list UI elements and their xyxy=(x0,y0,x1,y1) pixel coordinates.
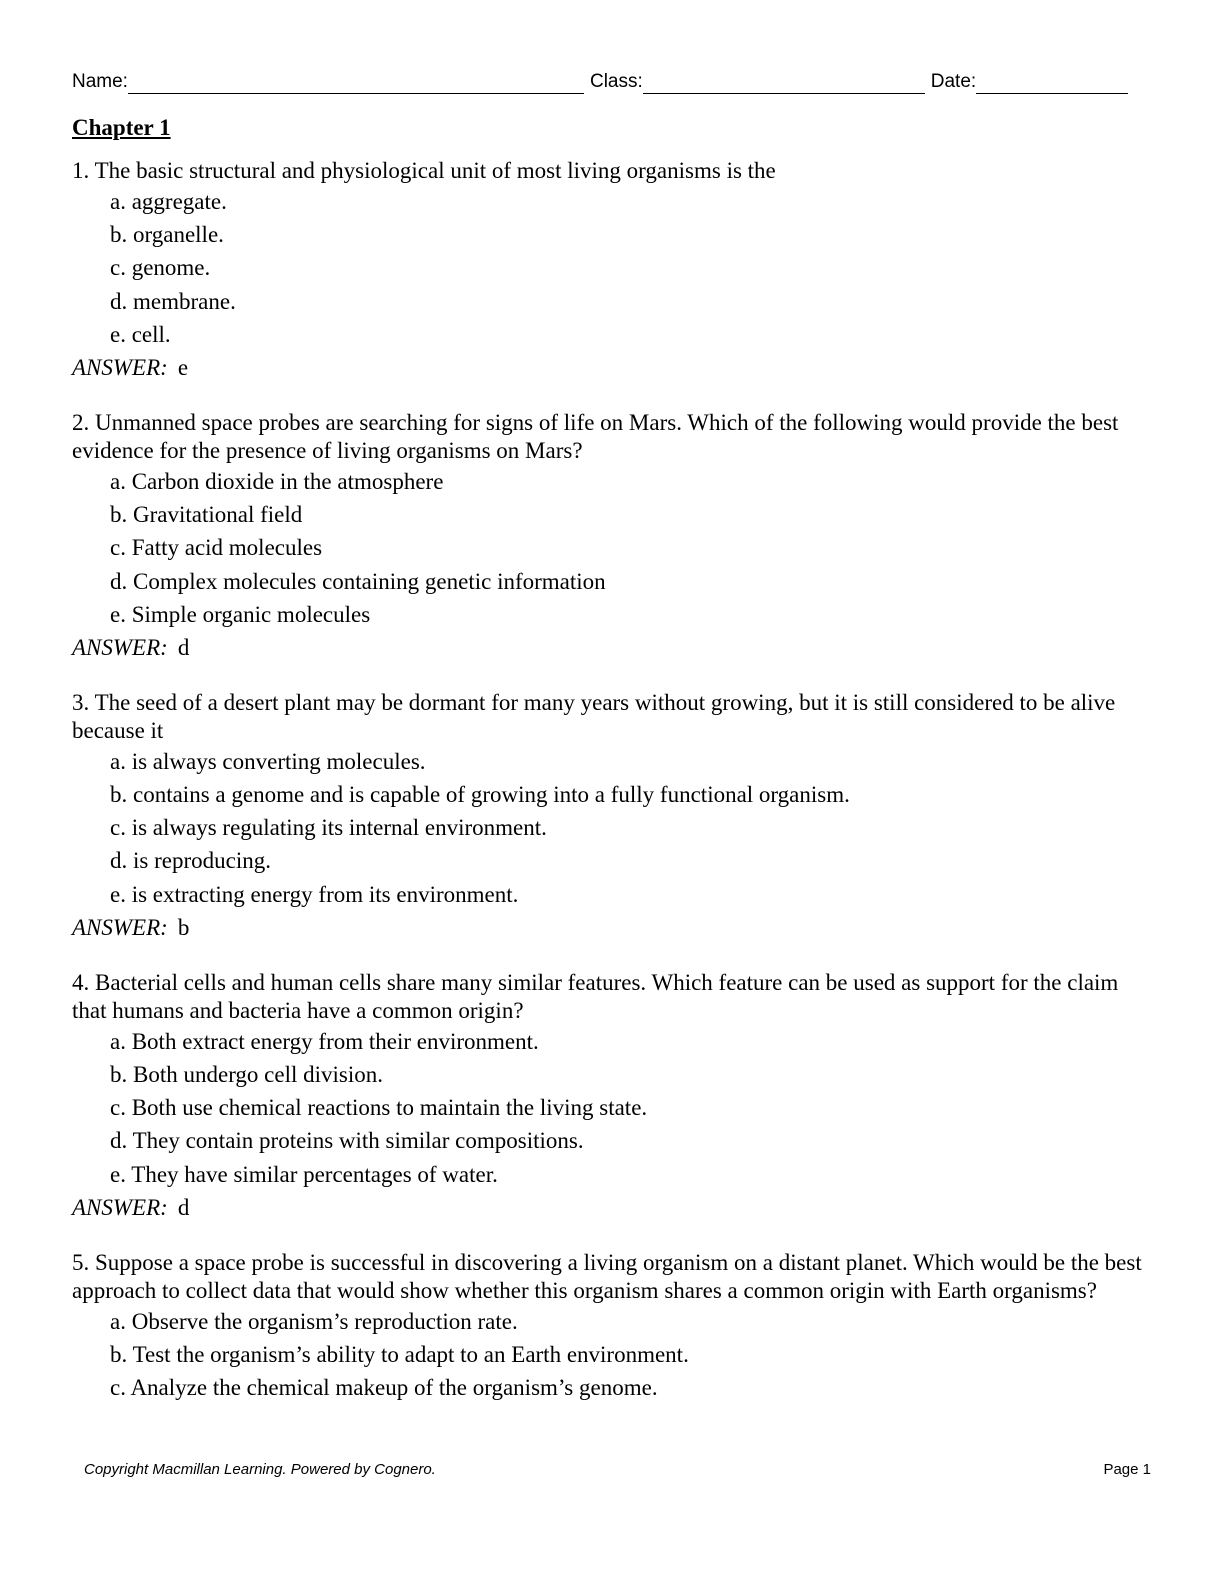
question-list xyxy=(72,157,1142,1429)
answer-value: b xyxy=(177,914,190,940)
option-d: d. membrane. xyxy=(110,288,236,314)
answer-label: ANSWER: xyxy=(72,1194,168,1220)
option-list xyxy=(72,745,1142,911)
question-3 xyxy=(72,689,1142,944)
question-2 xyxy=(72,409,1142,664)
option-e: e. Simple organic molecules xyxy=(110,601,371,627)
name-blank-line xyxy=(128,73,584,94)
answer-value: e xyxy=(177,354,189,380)
option-b: b. Both undergo cell division. xyxy=(110,1062,384,1087)
question-4 xyxy=(72,969,1142,1224)
option-list xyxy=(72,1025,1142,1191)
date-blank-line xyxy=(976,73,1128,94)
answer-label: ANSWER: xyxy=(72,914,168,940)
option-d: d. Complex molecules containing genetic information xyxy=(110,568,606,594)
class-blank-line xyxy=(643,73,925,94)
option-d: d. is reproducing. xyxy=(110,848,271,874)
chapter-title: Chapter 1 xyxy=(72,115,171,140)
option-c: c. Fatty acid molecules xyxy=(110,535,323,561)
option-e: e. They have similar percentages of water. xyxy=(110,1161,498,1187)
option-b: b. Gravitational field xyxy=(110,502,303,528)
answer-value: d xyxy=(177,634,190,660)
option-e: e. is extracting energy from its environment. xyxy=(110,881,519,907)
answer-label: ANSWER: xyxy=(72,634,168,660)
question-stem: 3. The seed of a desert plant may be dormant for many years without growing, but it is still considered to be alive because it xyxy=(72,689,1116,743)
answer-line xyxy=(72,1191,1142,1224)
option-a: a. aggregate. xyxy=(110,189,227,214)
option-c: c. Both use chemical reactions to maintain the living state. xyxy=(110,1095,648,1121)
option-list xyxy=(72,1305,1142,1405)
answer-line xyxy=(72,631,1142,664)
option-c: c. Analyze the chemical makeup of the organism’s genome. xyxy=(110,1375,658,1401)
answer-line xyxy=(72,911,1142,944)
option-e: e. cell. xyxy=(110,321,171,347)
answer-value: d xyxy=(177,1194,190,1220)
question-stem: 4. Bacterial cells and human cells share many similar features. Which feature can be used as support for the claim that humans and bacteria have a common origin? xyxy=(72,969,1119,1023)
option-c: c. genome. xyxy=(110,255,211,281)
option-a: a. is always converting molecules. xyxy=(110,748,426,774)
answer-label: ANSWER: xyxy=(72,354,168,380)
question-stem: 2. Unmanned space probes are searching for signs of life on Mars. Which of the following would provide the best evidence for the presence of living organisms on Mars? xyxy=(72,409,1119,463)
question-5 xyxy=(72,1249,1142,1405)
option-b: b. organelle. xyxy=(110,222,224,248)
option-b: b. Test the organism’s ability to adapt to an Earth environment. xyxy=(110,1341,689,1367)
option-a: a. Observe the organism’s reproduction rate. xyxy=(110,1308,518,1334)
name-label: Name: xyxy=(72,71,128,92)
question-stem: 5. Suppose a space probe is successful in discovering a living organism on a distant planet. Which would be the best approach to collect data that would show whether this organism shares a common origin with Earth organisms? xyxy=(72,1249,1142,1303)
date-label: Date: xyxy=(930,71,977,92)
student-info-header xyxy=(72,70,1142,94)
option-list xyxy=(72,185,1142,351)
option-d: d. They contain proteins with similar compositions. xyxy=(110,1128,584,1154)
question-stem: 1. The basic structural and physiological unit of most living organisms is the xyxy=(72,158,776,183)
answer-line xyxy=(72,351,1142,384)
option-list xyxy=(72,465,1142,631)
option-a: a. Both extract energy from their environment. xyxy=(110,1028,539,1054)
footer-copyright: Copyright Macmillan Learning. Powered by Cognero. xyxy=(84,1461,436,1478)
page-number: Page 1 xyxy=(1103,1461,1151,1478)
question-1 xyxy=(72,157,1142,384)
option-c: c. is always regulating its internal environment. xyxy=(110,815,547,841)
option-a: a. Carbon dioxide in the atmosphere xyxy=(110,468,444,494)
class-label: Class: xyxy=(589,71,643,92)
option-b: b. contains a genome and is capable of growing into a fully functional organism. xyxy=(110,782,850,808)
